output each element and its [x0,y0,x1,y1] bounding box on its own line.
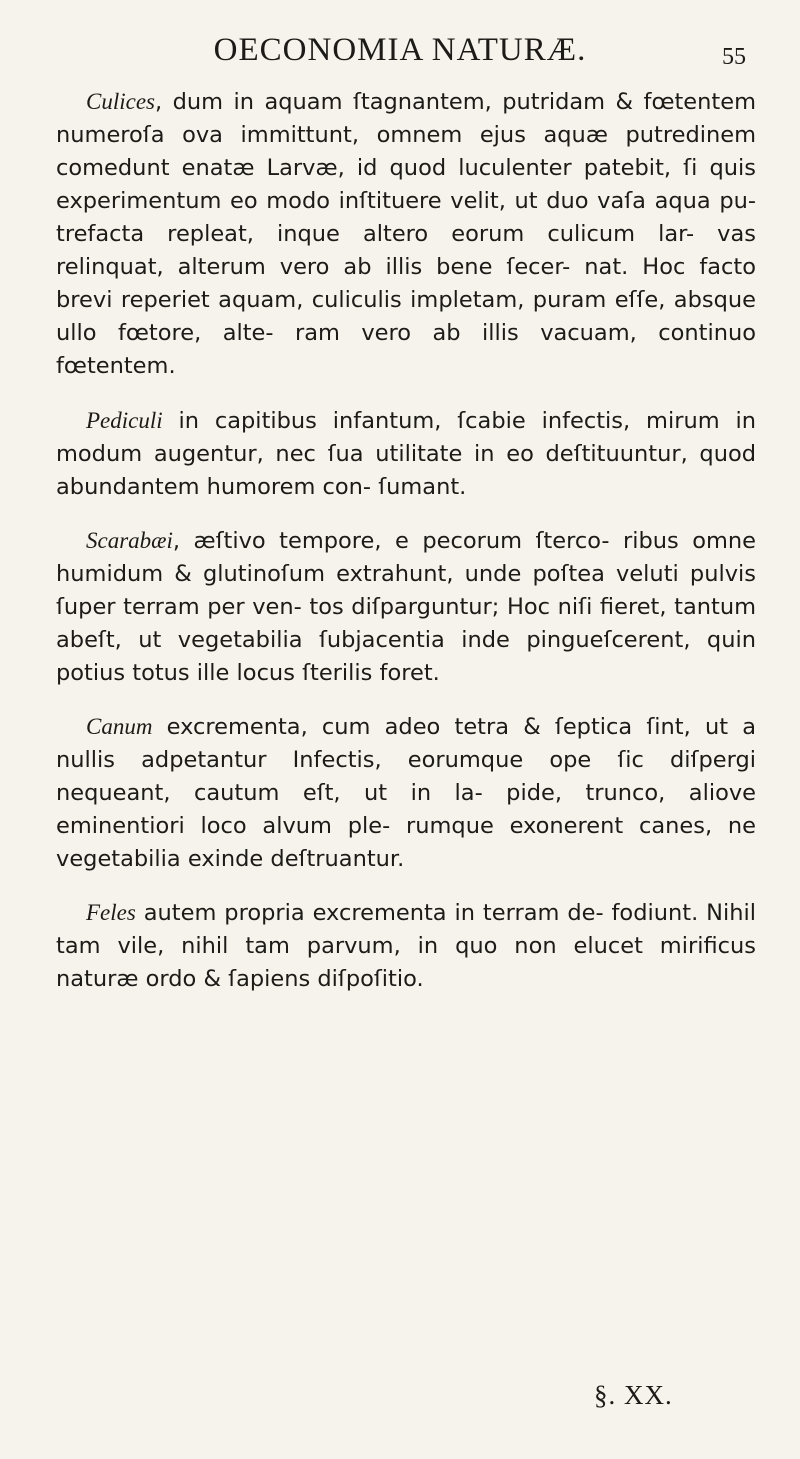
running-head: OECONOMIA NATURÆ. [213,32,587,68]
paragraph-pediculi [56,404,756,504]
paragraph-scarabaei [56,524,756,690]
paragraph-text: , dum in aquam ſtagnantem, putridam & fœtentem numeroſa ova immittunt, omnem ejus aquæ putredinem comedunt enatæ Larvæ, id quod luculenter patebit, ſi quis experimentum eo modo inſtituere velit, ut duo vaſa aqua pu- trefacta repleat, inque altero eorum culicum lar- vas relinquat, alterum vero ab illis bene ſecer- nat. Hoc facto brevi reperiet aquam, culiculis impletam, puram eſſe, absque ullo fœtore, alte- ram vero ab illis vacuam, continuo fœtentem. [56,89,756,379]
paragraph-lead-word: Pediculi [86,408,163,433]
paragraph-lead-word: Feles [86,900,136,925]
paragraph-text: excrementa, cum adeo tetra & ſeptica ſint, ut a nullis adpetantur Infectis, eorumque ope ſic diſpergi nequeant, cautum eſt, ut in la- pide, trunco, aliove eminentiori loco alvum ple- rumque exonerent canes, ne vegetabilia exinde deſtruantur. [56,714,756,872]
paragraph-lead-word: Scarabæi [86,528,173,553]
paragraph-text: autem propria excrementa in terram de- fodiunt. Nihil tam vile, nihil tam parvum, in quo non elucet mirificus naturæ ordo & ſapiens diſpoſitio. [56,900,756,992]
paragraph-canum [56,710,756,876]
page-number: 55 [722,44,746,70]
page-header [0,10,800,70]
paragraph-lead-word: Culices [86,89,155,114]
paragraph-text: in capitibus infantum, ſcabie infectis, mirum in modum augentur, nec ſua utilitate in eo deſtituuntur, quod abundantem humorem con- ſumant. [56,408,756,500]
body-text [56,85,756,996]
paragraph-text: , æſtivo tempore, e pecorum ſterco- ribus omne humidum & glutinoſum extrahunt, unde poſtea veluti pulvis ſuper terram per ven- tos diſparguntur; Hoc niſi fieret, tantum abeſt, ut vegetabilia ſubjacentia inde pingueſcerent, quin potius totus ille locus ſterilis foret. [56,528,756,686]
paragraph-culices [56,85,756,383]
paragraph-feles [56,896,756,996]
paragraph-lead-word: Canum [86,714,153,739]
catchword: §. XX. [594,1380,673,1410]
